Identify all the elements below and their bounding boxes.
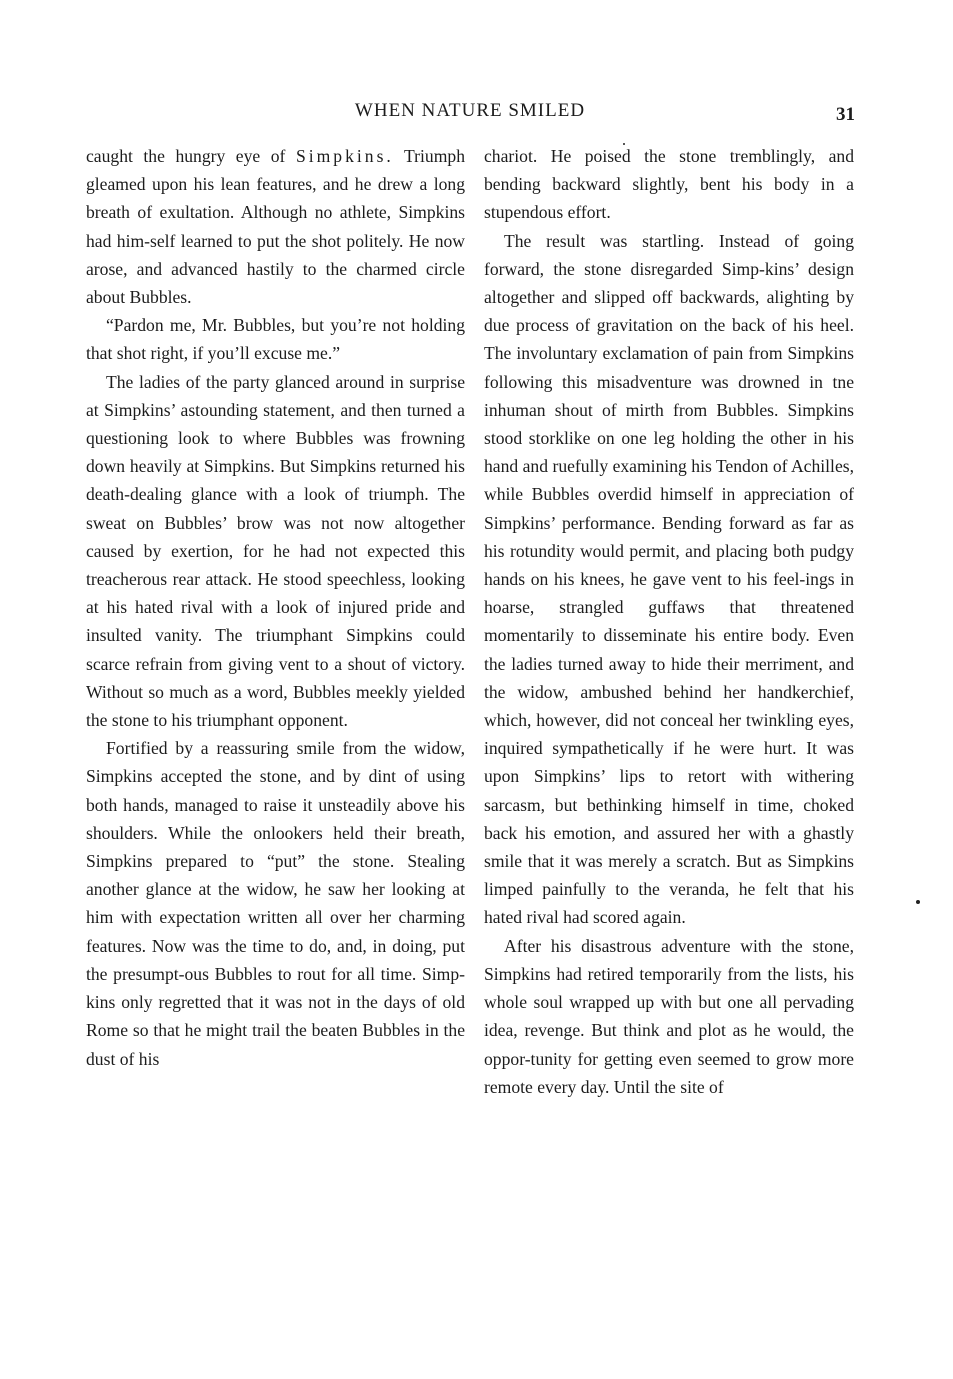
paragraph-text: Triumph gleamed upon his lean features, and he drew a long breath of exultation. Although no athlete, Simpkins had him-self learned to put the shot politely. He now arose, and advanced hastily to the charmed circle about Bubbles. bbox=[86, 146, 465, 308]
right-column bbox=[484, 142, 854, 1101]
paragraph: The ladies of the party glanced around in surprise at Simpkins’ astounding statement, and then turned a questioning look to where Bubbles was frowning down heavily at Simpkins. But Simpkins returned his death-dealing glance with a look of triumph. The sweat on Bubbles’ brow was not now altogether caused by exertion, for he had not expected this treacherous rear attack. He stood speechless, looking at his hated rival with a look of injured pride and insulted vanity. The triumphant Simpkins could scarce refrain from giving vent to a shout of victory. Without so much as a word, Bubbles meekly yielded the stone to his triumphant opponent. bbox=[86, 371, 465, 731]
paragraph bbox=[86, 142, 465, 311]
paragraph: chariot. He poised the stone tremblingly, and bending backward slightly, bent his body in a stupendous effort. bbox=[484, 146, 854, 223]
ink-speck bbox=[916, 900, 920, 904]
paragraph: “Pardon me, Mr. Bubbles, but you’re not holding that shot right, if you’ll excuse me.” bbox=[86, 315, 465, 364]
spaced-name: Simpkins. bbox=[295, 146, 394, 166]
page-number: 31 bbox=[836, 104, 855, 125]
running-title: WHEN NATURE SMILED bbox=[354, 100, 586, 121]
paragraph: Fortified by a reassuring smile from the widow, Simpkins accepted the stone, and by dint of using both hands, managed to raise it unsteadily above his shoulders. While the onlookers held their breath, Simpkins prepared to “put” the stone. Stealing another glance at the widow, he saw her looking at him with expectation written all over her charming features. Now was the time to do, and, in doing, put the presumpt-ous Bubbles to rout for all time. Simp-kins only regretted that it was not in the days of old Rome so that he might trail the beaten Bubbles in the dust of his bbox=[86, 738, 465, 1069]
left-column bbox=[86, 142, 465, 1073]
paragraph: The result was startling. Instead of going forward, the stone disregarded Simp-kins’ design altogether and slipped off backwards, alighting by due process of gravitation on the back of his heel. The involuntary exclamation of pain from Simpkins following this misadventure was drowned in tne inhuman shout of mirth from Bubbles. Simpkins stood storklike on one leg holding the other in his hand and ruefully examining his Tendon of Achilles, while Bubbles overdid himself in appreciation of Simpkins’ performance. Bending forward as far as his rotundity would permit, and placing both pudgy hands on his knees, he gave vent to his feel-ings in hoarse, strangled guffaws that threatened momentarily to disseminate his entire body. Even the ladies turned away to hide their merriment, and the widow, ambushed behind her handkerchief, which, however, did not conceal her twinkling eyes, inquired sympathetically if he were hurt. It was upon Simpkins’ lips to retort with withering sarcasm, but bethinking himself in time, choked back his emotion, and assured her with a ghastly smile that it was merely a scratch. But as Simpkins limped painfully to the veranda, he felt that his hated rival had scored again. bbox=[484, 230, 854, 928]
paragraph-text: caught the hungry eye of bbox=[86, 146, 296, 166]
ink-speck bbox=[623, 143, 625, 145]
paragraph: After his disastrous adventure with the stone, Simpkins had retired temporarily from the lists, his whole soul wrapped up with but one all pervading idea, revenge. But think and plot as he would, the oppor-tunity for getting even seemed to grow more remote every day. Until the site of bbox=[484, 935, 854, 1097]
